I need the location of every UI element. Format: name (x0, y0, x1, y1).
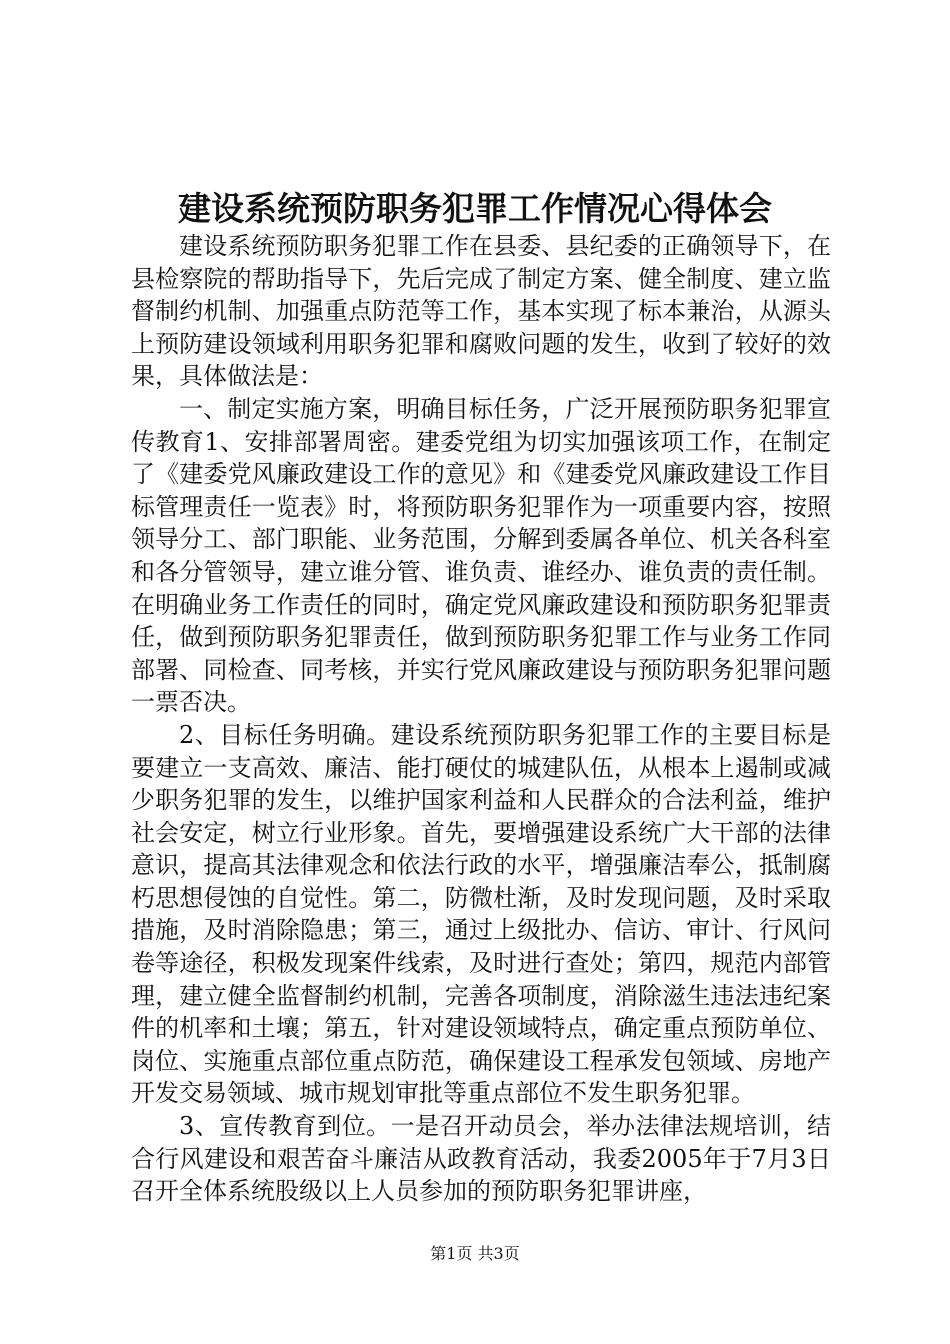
paragraph-intro: 建设系统预防职务犯罪工作在县委、县纪委的正确领导下，在县检察院的帮助指导下，先后完成了制定方案、健全制度、建立监督制约机制、加强重点防范等工作，基本实现了标本兼治，从源头上预防建设领域利用职务犯罪和腐败问题的发生，收到了较好的效果，具体做法是： (131, 232, 831, 391)
paragraph-section-1: 一、制定实施方案，明确目标任务，广泛开展预防职务犯罪宣传教育1、安排部署周密。建委党组为切实加强该项工作，在制定了《建委党风廉政建设工作的意见》和《建委党风廉政建设工作目标管理责任一览表》时，将预防职务犯罪作为一项重要内容，按照领导分工、部门职能、业务范围，分解到委属各单位、机关各科室和各分管领导，建立谁分管、谁负责、谁经办、谁负责的责任制。在明确业务工作责任的同时，确定党风廉政建设和预防职务犯罪责任，做到预防职务犯罪责任，做到预防职务犯罪工作与业务工作同部署、同检查、同考核，并实行党风廉政建设与预防职务犯罪问题一票否决。 (131, 394, 831, 717)
document-body (131, 230, 831, 1208)
document-title: 建设系统预防职务犯罪工作情况心得体会 (178, 189, 772, 228)
paragraph-section-2: 2、目标任务明确。建设系统预防职务犯罪工作的主要目标是要建立一支高效、廉洁、能打硬仗的城建队伍，从根本上遏制或减少职务犯罪的发生，以维护国家利益和人民群众的合法利益，维护社会安定，树立行业形象。首先，要增强建设系统广大干部的法律意识，提高其法律观念和依法行政的水平，增强廉洁奉公，抵制腐朽思想侵蚀的自觉性。第二，防微杜渐，及时发现问题，及时采取措施，及时消除隐患；第三，通过上级批办、信访、审计、行风问卷等途径，积极发现案件线索，及时进行查处；第四，规范内部管理，建立健全监督制约机制，完善各项制度，消除滋生违法违纪案件的机率和土壤；第五，针对建设领域特点，确定重点预防单位、岗位、实施重点部位重点防范，确保建设工程承发包领域、房地产开发交易领域、城市规划审批等重点部位不发生职务犯罪。 (131, 720, 831, 1108)
paragraph-section-3: 3、宣传教育到位。一是召开动员会，举办法律法规培训，结合行风建设和艰苦奋斗廉洁从政教育活动，我委2005年于7月3日召开全体系统股级以上人员参加的预防职务犯罪讲座， (131, 1112, 831, 1206)
page-number-footer: 第1页 共3页 (430, 1244, 520, 1263)
